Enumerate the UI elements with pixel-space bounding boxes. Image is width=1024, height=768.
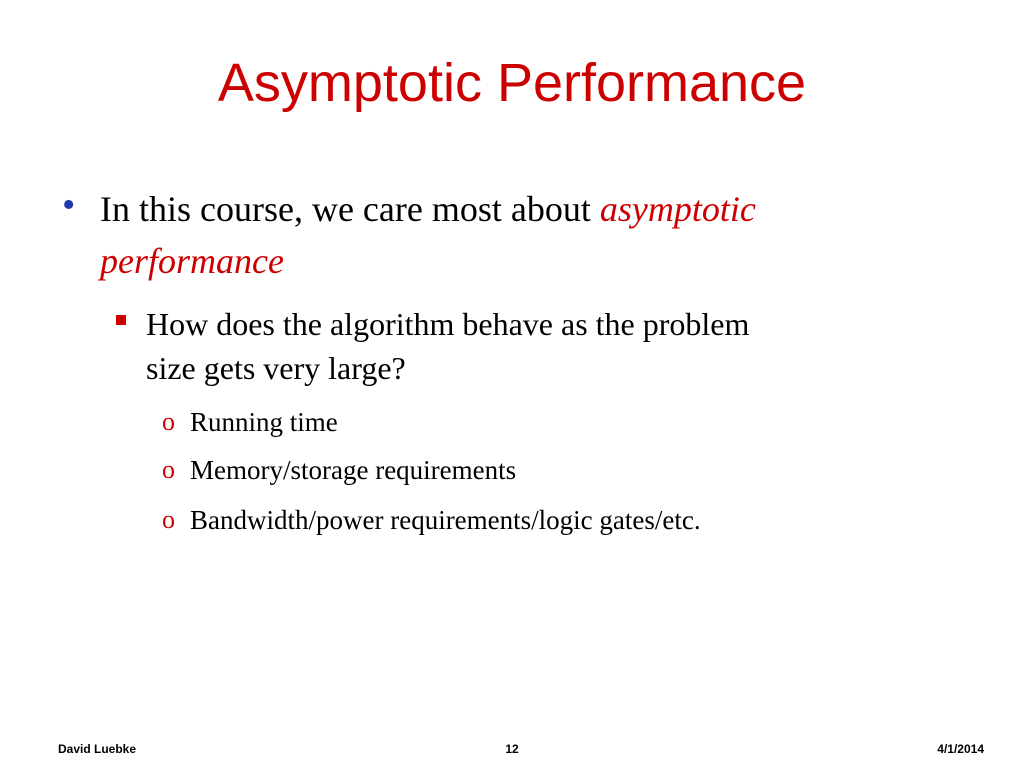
round-bullet-icon: • xyxy=(62,184,76,226)
footer-date: 4/1/2014 xyxy=(937,742,984,756)
square-bullet-icon xyxy=(116,315,126,325)
bullet-level2-line2: size gets very large? xyxy=(146,350,406,386)
circle-bullet-icon: o xyxy=(162,505,175,534)
circle-bullet-icon: o xyxy=(162,455,175,484)
footer-author: David Luebke xyxy=(58,742,137,756)
sub-item-memory xyxy=(162,452,517,488)
slide-title: Asymptotic Performance xyxy=(217,53,807,113)
emphasis-performance: performance xyxy=(100,241,284,281)
sub-item-text: Bandwidth/power requirements/logic gates/etc. xyxy=(190,505,701,535)
bullet-level2-line1: How does the algorithm behave as the problem xyxy=(146,306,750,342)
sub-item-running-time xyxy=(162,404,338,440)
sub-item-text: Running time xyxy=(190,407,338,437)
bullet-level1-text: In this course, we care most about xyxy=(100,189,600,229)
sub-item-text: Memory/storage requirements xyxy=(190,455,517,485)
circle-bullet-icon: o xyxy=(162,407,175,436)
bullet-level2 xyxy=(146,302,926,390)
footer-page-number: 12 xyxy=(505,742,519,756)
emphasis-asymptotic: asymptotic xyxy=(599,189,756,229)
bullet-level1 xyxy=(62,183,960,287)
sub-item-bandwidth xyxy=(162,502,701,538)
